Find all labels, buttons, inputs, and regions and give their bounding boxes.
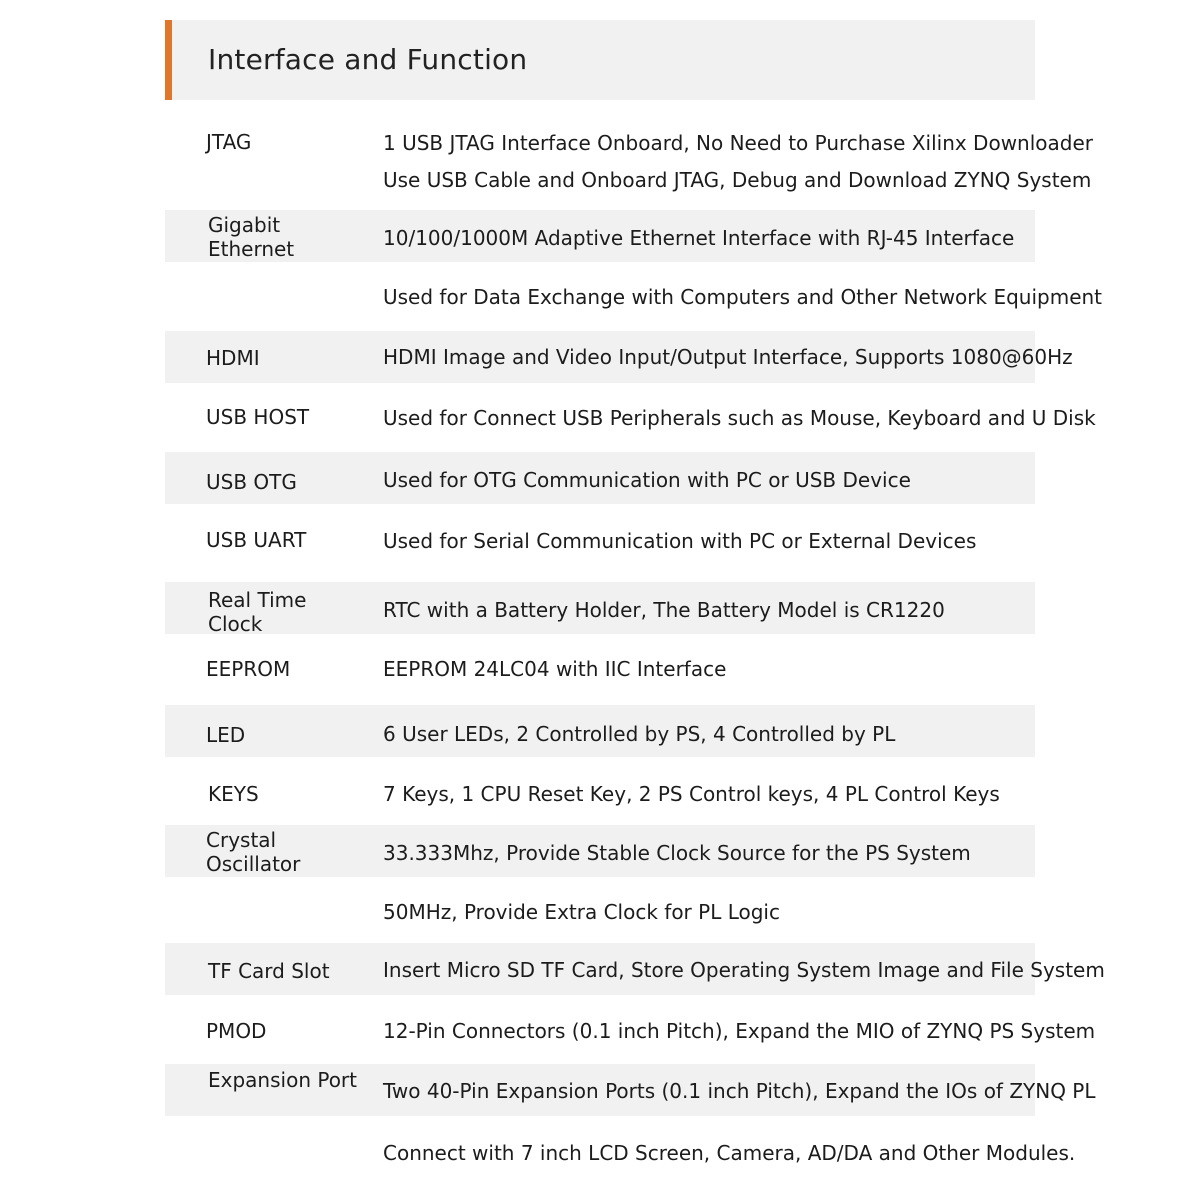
row-description: 6 User LEDs, 2 Controlled by PS, 4 Controlled by PL: [383, 722, 896, 746]
row-label-hdmi: HDMI: [206, 346, 260, 370]
row-description: Use USB Cable and Onboard JTAG, Debug and Download ZYNQ System: [383, 168, 1092, 192]
row-description: HDMI Image and Video Input/Output Interface, Supports 1080@60Hz: [383, 345, 1073, 369]
row-label-crystal-oscillator: Crystal Oscillator: [206, 828, 301, 876]
row-label-tf-card-slot: TF Card Slot: [208, 959, 330, 983]
section-header: [165, 20, 1035, 100]
row-description: Insert Micro SD TF Card, Store Operating System Image and File System: [383, 958, 1105, 982]
row-description: Used for Serial Communication with PC or External Devices: [383, 529, 977, 553]
row-description: 12-Pin Connectors (0.1 inch Pitch), Expand the MIO of ZYNQ PS System: [383, 1019, 1096, 1043]
row-label-usb-otg: USB OTG: [206, 470, 297, 494]
row-label-eeprom: EEPROM: [206, 657, 291, 681]
row-description: 10/100/1000M Adaptive Ethernet Interface with RJ-45 Interface: [383, 226, 1015, 250]
row-label-real-time-clock: Real Time Clock: [208, 588, 307, 636]
row-label-gigabit-ethernet: Gigabit Ethernet: [208, 213, 295, 261]
row-label-expansion-port: Expansion Port: [208, 1068, 357, 1092]
row-label-jtag: JTAG: [206, 130, 252, 154]
row-label-usb-host: USB HOST: [206, 405, 310, 429]
header-accent-bar: [165, 20, 172, 100]
row-label-led: LED: [206, 723, 246, 747]
row-description: Used for Connect USB Peripherals such as Mouse, Keyboard and U Disk: [383, 406, 1096, 430]
row-description: Used for OTG Communication with PC or USB Device: [383, 468, 911, 492]
row-label-keys: KEYS: [208, 782, 259, 806]
row-description: Connect with 7 inch LCD Screen, Camera, AD/DA and Other Modules.: [383, 1141, 1076, 1165]
row-label-pmod: PMOD: [206, 1019, 267, 1043]
row-description: Used for Data Exchange with Computers and Other Network Equipment: [383, 285, 1103, 309]
row-description: RTC with a Battery Holder, The Battery Model is CR1220: [383, 598, 945, 622]
page-title: Interface and Function: [208, 43, 528, 76]
row-description: 7 Keys, 1 CPU Reset Key, 2 PS Control keys, 4 PL Control Keys: [383, 782, 1000, 806]
row-description: 33.333Mhz, Provide Stable Clock Source for the PS System: [383, 841, 971, 865]
row-description: 50MHz, Provide Extra Clock for PL Logic: [383, 900, 780, 924]
row-description: EEPROM 24LC04 with IIC Interface: [383, 657, 727, 681]
row-description: Two 40-Pin Expansion Ports (0.1 inch Pitch), Expand the IOs of ZYNQ PL: [383, 1079, 1096, 1103]
row-description: 1 USB JTAG Interface Onboard, No Need to Purchase Xilinx Downloader: [383, 131, 1093, 155]
row-label-usb-uart: USB UART: [206, 528, 307, 552]
